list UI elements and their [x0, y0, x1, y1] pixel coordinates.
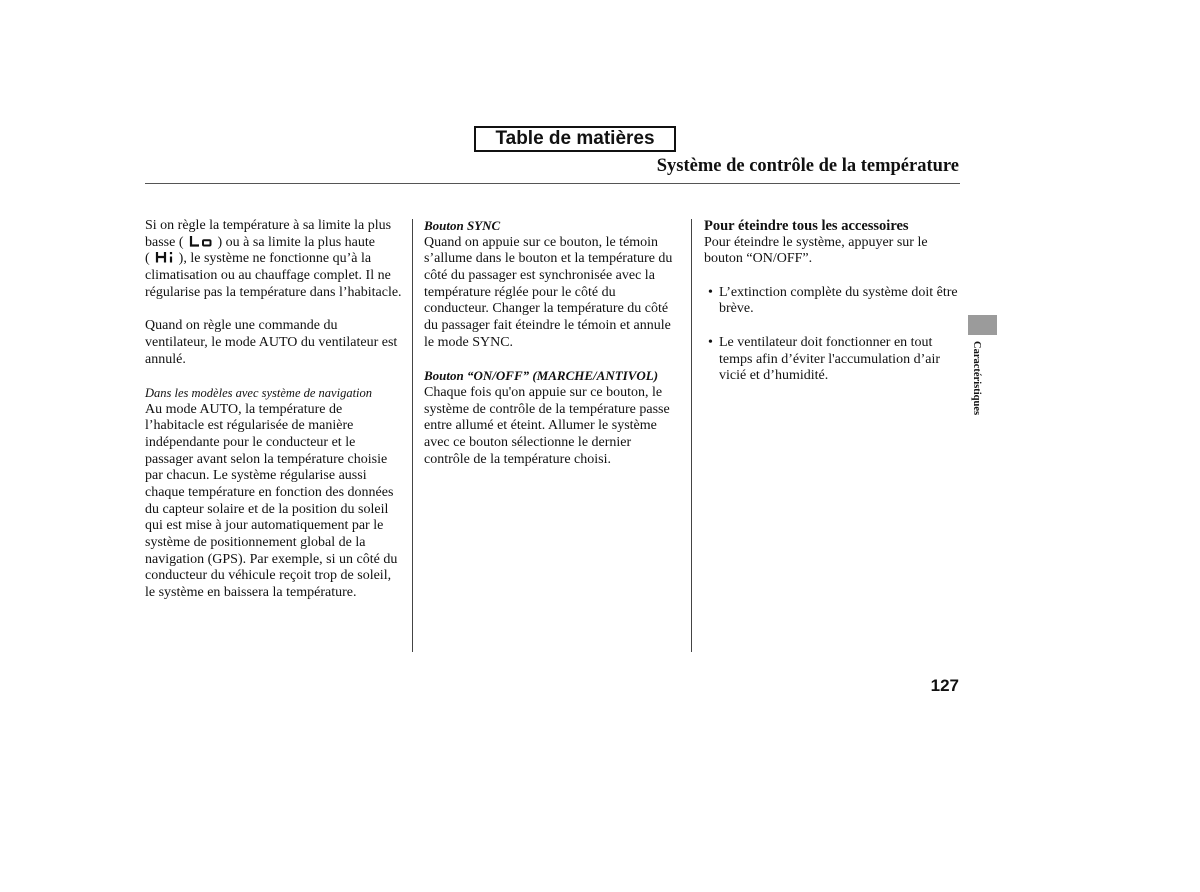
title-rule [145, 183, 960, 184]
onoff-button-heading: Bouton “ON/OFF” (MARCHE/ANTIVOL) [424, 368, 659, 384]
body-text-line: chaque température en fonction des données [145, 485, 394, 500]
body-text-line: qui est mise à jour automatiquement par le [145, 518, 384, 534]
body-text-line: temps afin d’éviter l'accumulation d’air [719, 351, 940, 367]
body-text-line: avec ce bouton sélectionne le dernier [424, 434, 632, 450]
body-text-line: passager avant selon la température choisie [145, 451, 388, 467]
bullet-glyph: • [708, 284, 713, 300]
body-text-line: climatisation ou au chauffage complet. Il ne [145, 268, 391, 284]
body-text-line: du passager fait éteindre le témoin et annule [424, 318, 671, 334]
lo-display-icon [188, 235, 214, 247]
column-right [704, 218, 962, 385]
body-text-line: s’allume dans le bouton et la température du [424, 251, 673, 267]
body-text-line: l’habitacle est régularisée de manière [145, 418, 354, 434]
body-text-line [145, 235, 407, 252]
column-divider-left [412, 219, 413, 652]
chapter-tab-label[interactable]: Caractéristiques [971, 341, 982, 416]
body-text-line: le mode SYNC. [424, 334, 514, 350]
body-text-fragment: ) ou à sa limite la plus haute [217, 234, 375, 250]
chapter-tab-marker[interactable] [968, 315, 997, 335]
table-of-contents-link[interactable] [474, 126, 676, 152]
body-text-line: entre allumé et éteint. Allumer le système [424, 418, 657, 434]
body-text-line: brève. [719, 301, 754, 317]
section-title: Système de contrôle de la température [656, 156, 959, 176]
section-onoff-button [424, 368, 686, 468]
body-text-line: ventilateur, le mode AUTO du ventilateur est [145, 334, 398, 350]
section-accessories-off [704, 218, 962, 268]
bullet-item [704, 285, 962, 318]
body-text-line: annulé. [145, 351, 186, 367]
body-text-line: L’extinction complète du système doit être [719, 284, 958, 300]
body-text-line: contrôle de la température choisi. [424, 451, 611, 467]
body-text-fragment: ), le système ne fonctionne qu’à la [178, 251, 372, 267]
body-text-line: du capteur solaire et de la position du soleil [145, 501, 389, 517]
toc-link-label: Table de matières [495, 128, 655, 149]
paragraph-navigation-models [145, 385, 407, 602]
bullet-item [704, 335, 962, 385]
section-sync-button [424, 218, 686, 352]
body-text-line: conducteur. Changer la température du côté [424, 301, 669, 317]
body-text-line: Au mode AUTO, la température de [145, 401, 343, 417]
body-text-line: le système en baissera la température. [145, 585, 357, 601]
body-text-line: conducteur du véhicule reçoit trop de soleil, [145, 568, 392, 584]
body-text-line: vicié et d’humidité. [719, 368, 829, 384]
body-text-line: côté du passager est synchronisée avec la [424, 268, 655, 284]
paragraph-temperature-limits [145, 218, 407, 301]
column-left [145, 218, 407, 602]
body-text-line: navigation (GPS). Par exemple, si un côté du [145, 551, 398, 567]
column-middle [424, 218, 686, 468]
body-text-line: Quand on règle une commande du [145, 318, 338, 334]
navigation-models-note: Dans les modèles avec système de navigation [145, 385, 373, 400]
body-text-line: température réglée pour le côté du [424, 284, 616, 300]
body-text-line: système de positionnement global de la [145, 535, 366, 551]
accessories-off-heading: Pour éteindre tous les accessoires [704, 218, 909, 234]
page-number: 127 [930, 676, 959, 695]
body-text-line: Le ventilateur doit fonctionner en tout [719, 334, 933, 350]
body-text-line: Quand on appuie sur ce bouton, le témoin [424, 234, 659, 250]
paragraph-fan-control [145, 318, 407, 368]
body-text-line [145, 251, 407, 268]
body-text-line: indépendante pour le conducteur et le [145, 434, 356, 450]
body-text-line: système de contrôle de la température passe [424, 401, 670, 417]
body-text-line: bouton “ON/OFF”. [704, 251, 813, 267]
body-text-line: Si on règle la température à sa limite la plus [145, 218, 392, 233]
column-divider-right [691, 219, 692, 652]
body-text-line: Pour éteindre le système, appuyer sur le [704, 234, 928, 250]
body-text-fragment: ( [145, 251, 150, 267]
body-text-line: Chaque fois qu'on appuie sur ce bouton, le [424, 384, 663, 400]
body-text-fragment: basse ( [145, 234, 184, 250]
body-text-line: par chacun. Le système régularise aussi [145, 468, 367, 484]
hi-display-icon [154, 251, 176, 263]
sync-button-heading: Bouton SYNC [424, 218, 501, 233]
body-text-line: régularise pas la température dans l’habitacle. [145, 284, 402, 300]
bullet-glyph: • [708, 334, 713, 350]
